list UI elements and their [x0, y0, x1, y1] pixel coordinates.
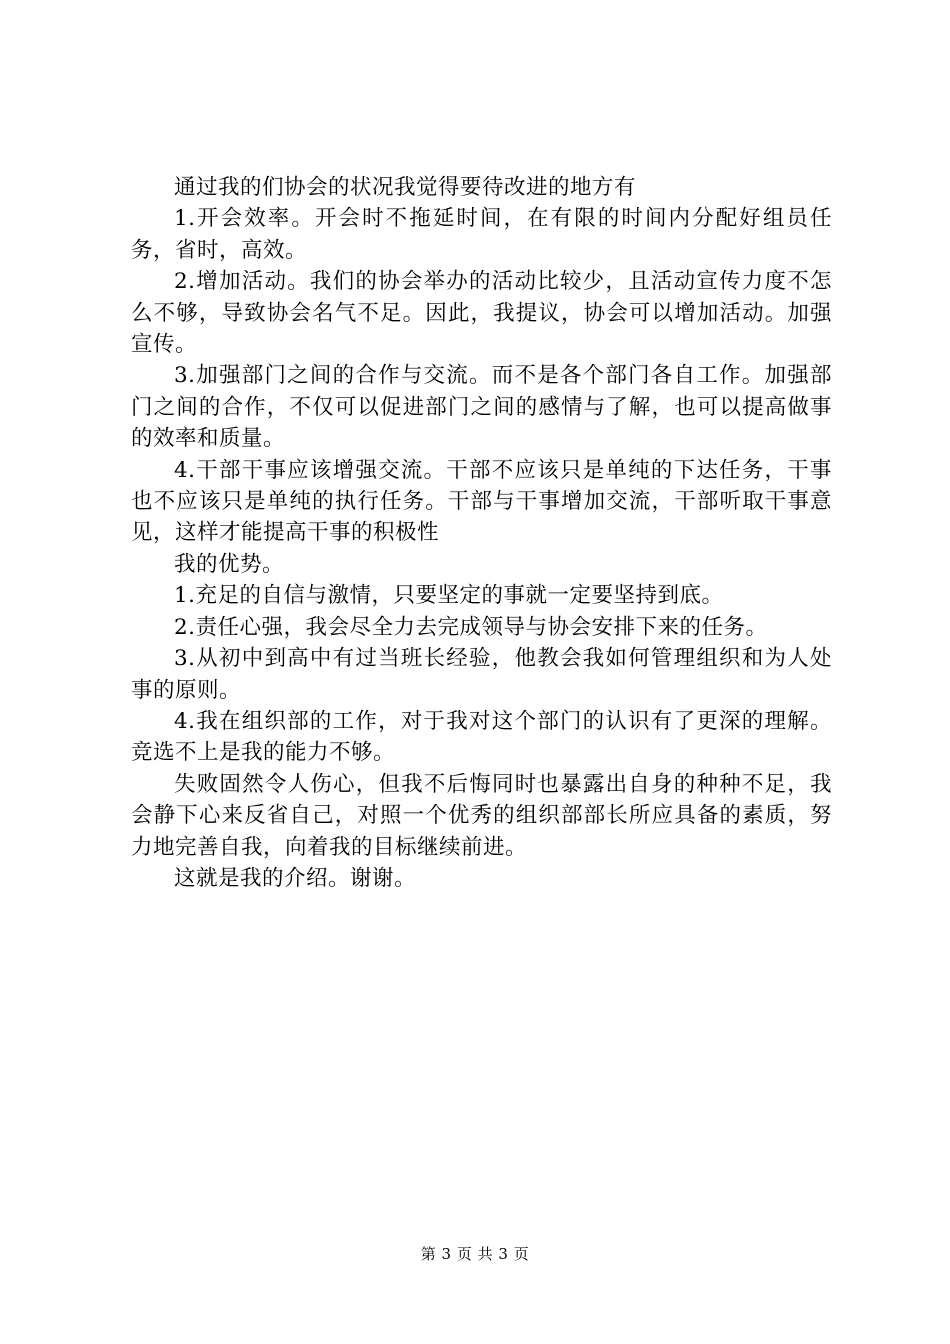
paragraph-strengths-heading: 我的优势。 — [174, 551, 285, 577]
paragraph-point-4: 4.干部干事应该增强交流。干部不应该只是单纯的下达任务，干事也不应该只是单纯的执行任务。干部与干事增加交流，干部听取干事意见，这样才能提高干事的积极性 — [131, 457, 832, 546]
paragraph-point-3: 3.加强部门之间的合作与交流。而不是各个部门各自工作。加强部门之间的合作，不仅可以促进部门之间的感情与了解，也可以提高做事的效率和质量。 — [131, 363, 832, 452]
paragraph-strength-2: 2.责任心强，我会尽全力去完成领导与协会安排下来的任务。 — [174, 614, 768, 640]
paragraph-closing: 这就是我的介绍。谢谢。 — [174, 865, 417, 891]
paragraph-strength-1: 1.充足的自信与激情，只要坚定的事就一定要坚持到底。 — [174, 583, 724, 609]
paragraph-strength-3: 3.从初中到高中有过当班长经验，他教会我如何管理组织和为人处事的原则。 — [131, 646, 832, 703]
document-body — [131, 172, 832, 894]
paragraph-conclusion: 失败固然令人伤心，但我不后悔同时也暴露出自身的种种不足，我会静下心来反省自己，对照一个优秀的组织部部长所应具备的素质，努力地完善自我，向着我的目标继续前进。 — [131, 771, 832, 860]
paragraph-intro: 通过我的们协会的状况我觉得要待改进的地方有 — [174, 175, 637, 200]
paragraph-point-2: 2.增加活动。我们的协会举办的活动比较少，且活动宣传力度不怎么不够，导致协会名气不足。因此，我提议，协会可以增加活动。加强宣传。 — [131, 269, 832, 358]
page-number-footer: 第 3 页 共 3 页 — [420, 1245, 530, 1263]
paragraph-strength-4: 4.我在组织部的工作，对于我对这个部门的认识有了更深的理解。竞选不上是我的能力不够。 — [131, 708, 832, 766]
paragraph-point-1: 1.开会效率。开会时不拖延时间，在有限的时间内分配好组员任务，省时，高效。 — [131, 206, 832, 263]
